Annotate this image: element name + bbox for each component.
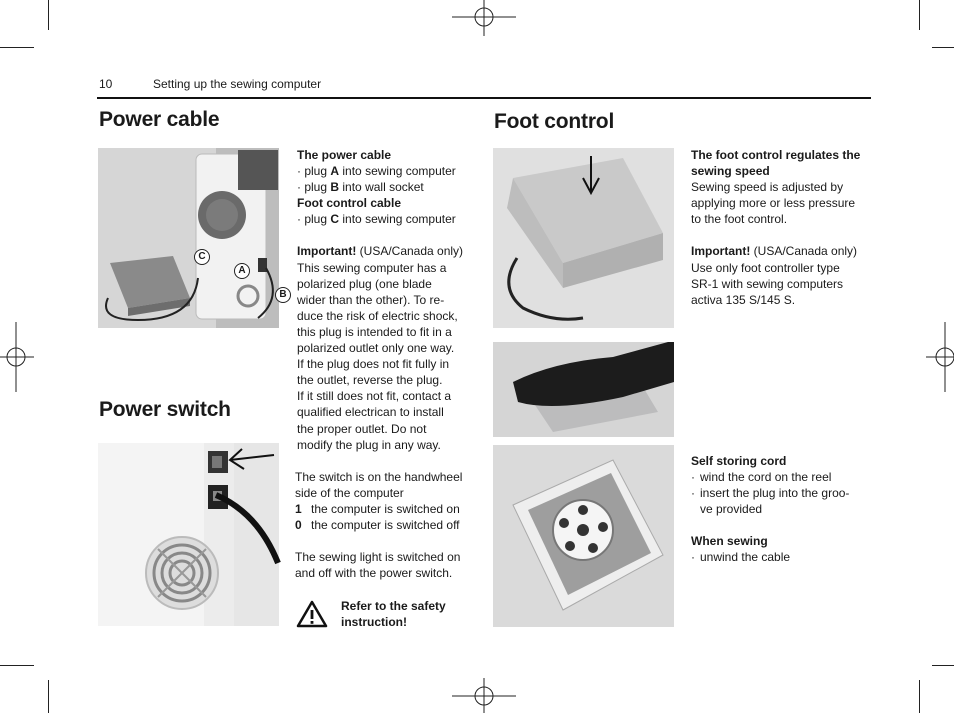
text-line: The sewing light is switched on: [295, 550, 461, 565]
cord-reel-photo: [493, 445, 674, 627]
foot-control-cable-heading: Foot control cable: [297, 196, 402, 211]
crop-mark: [0, 665, 34, 666]
list-item: · unwind the cable: [691, 550, 791, 565]
power-switch-illustration: [98, 443, 279, 626]
header-rule: [97, 97, 871, 99]
list-item: · plug B into wall socket: [297, 180, 424, 195]
callout-c: C: [194, 249, 210, 265]
cord-text: [691, 453, 876, 566]
text-line: The switch is on the handwheel: [295, 470, 463, 484]
registration-mark-bottom: [452, 678, 516, 713]
power-switch-title: Power switch: [99, 398, 231, 421]
important-line: polarized plug (one blade: [297, 276, 432, 291]
list-item: · plug C into sewing computer: [297, 212, 456, 227]
text-line: instruction!: [341, 615, 407, 630]
text-line: SR-1 with sewing computers: [691, 276, 844, 291]
important-line: polarized outlet only one way.: [297, 341, 455, 356]
power-switch-text: [295, 469, 480, 582]
foot-control-illustration: [493, 148, 674, 328]
page-number: 10: [99, 77, 113, 91]
cord-reel-illustration: [493, 445, 674, 627]
list-item: · plug A into sewing computer: [297, 164, 456, 179]
text-line: Self storing cord: [691, 454, 787, 468]
power-cable-title: Power cable: [99, 108, 220, 131]
important-line: modify the plug in any way.: [297, 437, 441, 452]
crop-mark: [919, 0, 920, 30]
text-line: activa 135 S/145 S.: [691, 292, 796, 307]
foot-pressing-pedal-illustration: [493, 342, 674, 437]
text-line: Use only foot controller type: [691, 260, 840, 275]
crop-mark: [48, 0, 49, 30]
power-cable-text: [297, 147, 479, 453]
text-line: and off with the power switch.: [295, 566, 453, 581]
important-line: If it still does not fit, contact a: [297, 389, 452, 404]
foot-control-photo: [493, 148, 674, 328]
important-note: Important! (USA/Canada only): [297, 244, 464, 259]
registration-mark-top: [452, 0, 516, 36]
text-line: Sewing speed is adjusted by: [691, 180, 844, 195]
text-line: sewing speed: [691, 164, 770, 179]
text-line: When sewing: [691, 534, 768, 549]
text-line: side of the computer: [295, 486, 404, 501]
foot-on-pedal-photo: [493, 342, 674, 437]
running-header: Setting up the sewing computer: [153, 77, 322, 91]
important-line: the outlet, reverse the plug.: [297, 373, 443, 388]
safety-note: [341, 598, 481, 630]
registration-mark-left: [0, 322, 34, 392]
callout-b: B: [275, 287, 291, 303]
foot-control-text: [691, 147, 876, 308]
important-line: This sewing computer has a: [297, 260, 447, 275]
crop-mark: [919, 680, 920, 713]
text-line: Refer to the safety: [341, 599, 446, 613]
text-line: The foot control regulates the: [691, 148, 861, 162]
list-item: ve provided: [700, 502, 763, 517]
crop-mark: [48, 680, 49, 713]
text-line: to the foot control.: [691, 212, 788, 227]
power-cable-photo: [98, 148, 287, 328]
crop-mark: [0, 47, 34, 48]
foot-control-title: Foot control: [494, 110, 615, 133]
important-line: wider than the other). To re-: [297, 292, 445, 307]
switch-state-on: 1 the computer is switched on: [295, 502, 460, 517]
switch-state-off: 0 the computer is switched off: [295, 518, 460, 533]
important-line: the proper outlet. Do not: [297, 421, 427, 436]
important-line: If the plug does not fit fully in: [297, 357, 450, 372]
crop-mark: [932, 47, 954, 48]
important-line: duce the risk of electric shock,: [297, 308, 458, 323]
list-item: · insert the plug into the groo-: [691, 486, 850, 501]
text-line: applying more or less pressure: [691, 196, 856, 211]
important-line: this plug is intended to fit in a: [297, 324, 452, 339]
list-item: · wind the cord on the reel: [691, 470, 832, 485]
callout-a: A: [234, 263, 250, 279]
sewing-machine-side-illustration: [98, 148, 279, 328]
power-switch-photo: [98, 443, 279, 626]
power-cable-heading: The power cable: [297, 148, 392, 162]
important-note: Important! (USA/Canada only): [691, 244, 858, 259]
crop-mark: [932, 665, 954, 666]
warning-icon: [296, 600, 328, 628]
registration-mark-right: [926, 322, 954, 392]
important-line: qualified electrican to install: [297, 405, 444, 420]
